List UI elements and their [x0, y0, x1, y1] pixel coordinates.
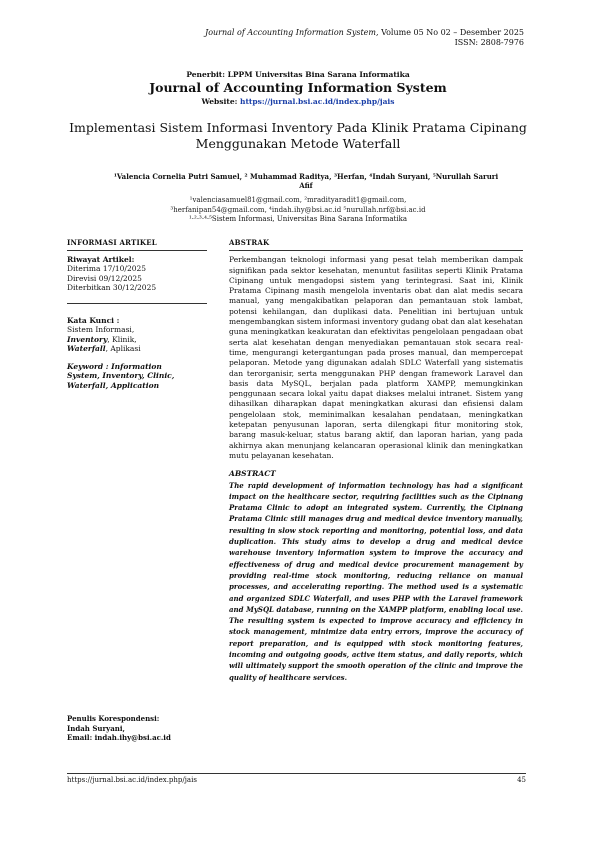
published-date: Diterbitkan 30/12/2025 — [67, 283, 157, 292]
keywords-id-label: Kata Kunci : — [67, 315, 120, 325]
abstract-text: The rapid development of information technology has had a significant impact on the healthcare sector, requiring facilities such as the Cipinang Pratama Clinic to adopt an integrated system. Currently, the Cipinang Pratama Clinic still manages drug and medical device inventory manually, resulting in slow stock reporting and monitoring, potential loss, and data duplication. This study aims to develop a drug and medical device warehouse inventory information system to improve the accuracy and effectiveness of drug and medical device procurement management by providing real-time stock monitoring, reducing reliance on manual processes, and accelerating reporting. The method used is a systematic and organized SDLC Waterfall, and uses PHP with the Laravel framework and MySQL database, running on the XAMPP platform, enabling local use. The resulting system is expected to improve accuracy and efficiency in stock management, minimize data entry errors, improve the accuracy of report preparation, and is equipped with stock monitoring features, incoming and outgoing goods, active item status, and daily reports, which will ultimately support the smooth operation of the clinic and improve the quality of healthcare services. — [229, 480, 523, 682]
keyword-clinic: , Klinik, — [107, 334, 137, 344]
keywords-en-1: Information — [111, 361, 162, 371]
keywords-id-2 — [67, 335, 207, 345]
paper-title-line-1: Implementasi Sistem Informasi Inventory Pada Klinik Pratama Cipinang — [69, 120, 527, 135]
website-label: Website: — [201, 97, 238, 106]
affiliation — [60, 196, 536, 225]
received-date: Diterima 17/10/2025 — [67, 264, 147, 273]
author-emails-1: ¹valenciasamuel81@gmail.com, ²mradityaradit1@gmail.com, — [189, 196, 407, 204]
correspondence-name: Indah Suryani, — [67, 723, 125, 733]
footer-url[interactable]: https://jurnal.bsi.ac.id/index.php/jais — [67, 776, 197, 784]
divider — [229, 250, 523, 251]
keyword-waterfall: Waterfall — [67, 344, 106, 353]
keywords-en-3: Waterfall, Application — [67, 380, 160, 390]
paper-title — [60, 120, 536, 152]
journal-volume: Volume 05 No 02 – Desember 2025 — [381, 28, 524, 37]
authors-line-2: Afif — [299, 181, 313, 190]
page-number: 45 — [517, 776, 526, 784]
keywords-en-2: System, Inventory, Clinic, — [67, 371, 175, 380]
journal-name: Journal of Accounting Information System, — [204, 28, 379, 37]
abstract-column — [229, 238, 523, 683]
keywords-en-label: Keyword : — [67, 361, 109, 371]
paper-title-line-2: Menggunakan Metode Waterfall — [195, 136, 401, 151]
publisher-line: Penerbit: LPPM Universitas Bina Sarana Informatika — [186, 70, 410, 79]
keywords-id-1: Sistem Informasi, — [67, 325, 135, 334]
institution: ¹·²·³·⁴·⁵Sistem Informasi, Universitas Bina Sarana Informatika — [188, 215, 407, 223]
history-label: Riwayat Artikel: — [67, 254, 135, 264]
journal-header — [205, 28, 524, 48]
abstrak-heading: ABSTRAK — [229, 238, 270, 247]
correspondence-email: Email: indah.ihy@bsi.ac.id — [67, 733, 171, 742]
correspondence — [67, 714, 171, 743]
authors-line-1: ¹Valencia Cornelia Putri Samuel, ² Muhammad Raditya, ³Herfan, ⁴Indah Suryani, ⁵Nurullah Saruri — [113, 172, 499, 181]
keyword-inventory: Inventory — [67, 334, 108, 344]
keywords-en — [67, 362, 207, 372]
website-line — [0, 97, 596, 106]
article-info-column — [67, 238, 207, 390]
divider — [67, 303, 207, 304]
article-info-heading: INFORMASI ARTIKEL — [67, 238, 157, 247]
divider — [67, 250, 207, 251]
keyword-application: , Aplikasi — [105, 344, 141, 353]
journal-issn: ISSN: 2808-7976 — [454, 38, 524, 47]
website-link[interactable]: https://jurnal.bsi.ac.id/index.php/jais — [240, 97, 395, 106]
revised-date: Direvisi 09/12/2025 — [67, 273, 142, 283]
authors — [90, 172, 522, 190]
journal-volume-line — [205, 28, 524, 38]
abstract-heading: ABSTRACT — [229, 469, 276, 479]
abstrak-text: Perkembangan teknologi informasi yang pesat telah memberikan dampak signifikan pada sektor kesehatan, menuntut fasilitas seperti Klinik Pratama Cipinang untuk mengadopsi sistem yang terintegrasi. Saat ini, Klinik Pratama Cipinang masih mengelola inventaris obat dan alat medis secara manual, yang mengakibatkan pelaporan dan pemantauan stok lambat, potensi kehilangan, dan duplikasi data. Penelitian ini bertujuan untuk mengembangkan sistem informasi inventory gudang obat dan alat kesehatan guna meningkatkan keakuratan dan efektivitas pengelolaan pengadaan obat serta alat kesehatan dengan menyediakan pemantauan stok secara real-time, mengurangi ketergantungan pada proses manual, dan mempercepat pelaporan. Metode yang digunakan adalah SDLC Waterfall yang sistematis dan terorganisir, serta menggunakan PHP dengan framework Laravel dan basis data MySQL, berjalan pada platform XAMPP, memungkinkan penggunaan secara lokal yaitu dapat diakses melalui intranet. Sistem yang dihasilkan diharapkan dapat meningkatkan akurasi dan efisiensi dalam pengelolaan stok, meminimalkan kesalahan pendataan, meningkatkan ketepatan penyusunan laporan, serta dilengkapi fitur monitoring stok, barang masuk-keluar, status barang aktif, dan laporan harian, yang pada akhirnya akan menunjang kelancaran operasional klinik dan meningkatkan mutu pelayanan kesehatan. — [229, 255, 523, 460]
journal-title: Journal of Accounting Information System — [149, 80, 447, 95]
footer-divider — [67, 773, 526, 774]
author-emails-2: ³herfanipan54@gmail.com, ⁴indah.ihy@bsi.ac.id ⁵nurullah.nrf@bsi.ac.id — [170, 205, 426, 214]
keywords-id-3 — [67, 344, 207, 354]
correspondence-label: Penulis Korespondensi: — [67, 714, 160, 723]
